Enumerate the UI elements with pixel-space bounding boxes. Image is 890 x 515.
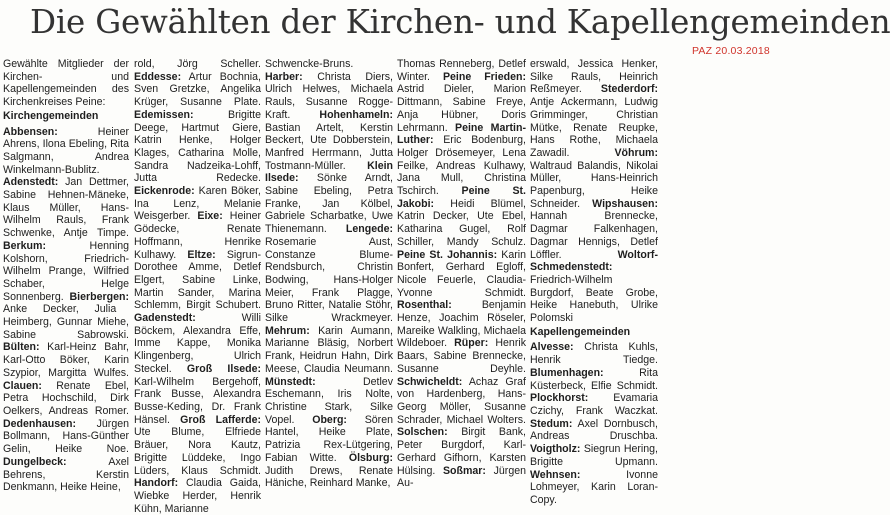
parish-name: Oberg:	[312, 413, 347, 426]
member-names: Friedrich-Wilhelm Burgdorf, Beate Grobe, Heike Hanebuth, Ulrike Polomski	[530, 273, 658, 325]
parish-name: Dungelbeck:	[3, 455, 67, 468]
parish-name: Clauen:	[3, 379, 42, 392]
member-names: Sönke Arndt, Sabine Ebeling, Petra Franke, Jan Kölbel, Gabriele Scharbatke, Uwe Thienemann.	[265, 172, 393, 236]
parish-name: Wehnsen:	[530, 468, 581, 481]
parish-name: Groß Ilsede:	[186, 362, 261, 375]
member-names: Axel Behrens, Kerstin Denkmann, Heike Heine,	[3, 455, 129, 494]
parish-name: Peine St. Jakobi:	[397, 185, 526, 210]
member-names: Karl-Wilhelm Bergehoff, Frank Busse, Alexandra Busse-Keding, Dr. Frank Hänsel.	[134, 375, 261, 426]
member-names: Detlev Eschemann, Iris Nolte, Christine Stark, Silke Vopel.	[265, 375, 393, 426]
parish-name: Woltorf-Schmedenstedt:	[530, 248, 658, 274]
text-paragraph	[397, 58, 526, 490]
member-names: Christa Diers, Ulrich Helwes, Michaela Rauls, Susanne Rogge-Kraft.	[265, 70, 393, 121]
parish-name: Lengede:	[345, 223, 393, 236]
member-names: Heidi Blümel, Katrin Decker, Ute Ebel, Katharina Gugel, Rolf Schiller, Mandy Schulz.	[397, 197, 526, 248]
body-text: rold, Jörg Scheller.	[134, 58, 261, 70]
text-paragraph	[530, 341, 658, 506]
parish-name: Bierbergen:	[69, 290, 129, 303]
text-column-4	[397, 58, 527, 490]
member-names: Henrik Baars, Sabine Brennecke, Susanne Deyhle.	[397, 337, 527, 375]
member-names: Karin Aumann, Marianne Bläsig, Norbert Frank, Heidrun Hahn, Dirk Meese, Claudia Neumann.	[265, 324, 393, 375]
parish-name: Eixe:	[197, 210, 223, 223]
member-names: Henning Kolshorn, Friedrich-Wilhelm Prange, Wilfried Schaber, Helge Sonnenberg.	[3, 239, 129, 303]
member-names: Benjamin Henze, Joachim Röseler, Mareike Walkling, Michaela Wildeboer.	[397, 299, 526, 350]
member-names: Siegrun Hering, Brigitte Upmann.	[530, 443, 658, 468]
parish-name: Dedenhausen:	[3, 417, 76, 430]
text-paragraph	[3, 58, 129, 109]
parish-name: Peine Frieden:	[442, 70, 526, 83]
parish-name: Peine St. Johannis:	[397, 248, 498, 261]
parish-name: Abbensen:	[3, 125, 58, 138]
member-names: Renate Ebel, Petra Hochschild, Dirk Oelkers, Andreas Romer.	[3, 379, 129, 417]
text-paragraph	[530, 58, 658, 325]
member-names: Jan Dettmer, Sabine Hehnen-Mäneke, Klaus Müller, Hans-Wilhelm Rauls, Frank Schwenke, Antje Timpe.	[3, 176, 129, 240]
member-names: Christa Kuhls, Henrik Tiedge.	[530, 341, 658, 367]
parish-name: Adenstedt:	[3, 176, 59, 189]
text-paragraph	[3, 126, 129, 494]
text-column-2	[134, 58, 262, 515]
parish-name: Schwicheldt:	[397, 375, 463, 388]
member-names: Astrid Dieler, Marion Dittmann, Sabine Freye, Anja Hübner, Doris Lehrmann.	[397, 83, 526, 134]
parish-name: Mehrum:	[265, 324, 310, 337]
member-names: Heiner Ahrens, Ilona Ebeling, Rita Salgmann, Andrea Winkelmann-Bublitz.	[3, 125, 129, 176]
section-heading: Kapellengemeinden	[530, 325, 631, 338]
parish-name: Ölsburg:	[348, 451, 393, 464]
member-names: Jürgen Au-	[397, 464, 526, 490]
member-names: Karl-Heinz Bahr, Karl-Otto Böker, Karin Szypior, Margitta Wulfes.	[3, 341, 129, 379]
parish-name: Hohenhameln:	[319, 108, 393, 121]
member-names: Axel Dornbusch, Andreas Druschba.	[530, 417, 658, 443]
parish-name: Plockhorst:	[530, 392, 589, 405]
parish-name: Blumenhagen:	[530, 366, 604, 379]
body-text: erswald, Jessica Henker, Silke Rauls, Heinrich Reßmeyer.	[530, 58, 658, 96]
parish-name: Vöhrum:	[614, 146, 658, 159]
parish-name: Wipshausen:	[592, 197, 658, 210]
text-paragraph	[134, 58, 261, 515]
parish-name: Alvesse:	[530, 341, 574, 354]
member-names: Evamaria Czichy, Frank Waczkat.	[530, 392, 658, 417]
member-names: Claudia Gaida, Wiebke Herder, Henrik Kühn, Marianne	[134, 477, 261, 515]
text-column-1	[3, 58, 129, 494]
parish-name: Stedum:	[530, 417, 573, 430]
parish-name: Groß Lafferde:	[180, 413, 261, 426]
section-heading: Kirchengemeinden	[3, 109, 99, 122]
parish-name: Eddesse:	[134, 70, 182, 83]
member-names: Anke Decker, Julia Heimberg, Gunnar Miehe, Sabine Sabrowski.	[3, 303, 129, 341]
parish-name: Klein Ilsede:	[265, 159, 393, 185]
parish-name: Harber:	[265, 70, 303, 83]
parish-name: Stederdorf:	[600, 83, 658, 96]
member-names: Judith Drews, Renate Häniche, Reinhard Manke,	[265, 464, 393, 490]
parish-name: Solschen:	[397, 426, 448, 439]
member-names: Jürgen Bollmann, Hans-Günther Gelin, Heike Noe.	[3, 417, 129, 456]
member-names: Ute Blume, Elfriede Bräuer, Nora Kautz, Brigitte Lüddeke, Ingo Lüders, Klaus Schmidt.	[134, 426, 261, 477]
body-text: Thomas Renneberg, Detlef Winter.	[397, 58, 526, 83]
member-names: Karen Böker, Ina Lenz, Melanie Weisgerber.	[134, 185, 261, 223]
text-paragraph	[265, 58, 393, 490]
member-names: Hannah Brennecke, Dagmar Falkenhagen, Dagmar Hennigs, Detlef Löffler.	[530, 210, 658, 261]
member-names: Rosemarie Aust, Constanze Blume-Rendsburch, Christin Bodwing, Hans-Holger Meier, Frank Plagge, Bruno Ritter, Natalie Stöhr, Silke Wrackmeyer.	[265, 235, 393, 325]
member-names: Artur Bochnia, Sven Gretzke, Angelika Krüger, Susanne Plate.	[134, 70, 261, 109]
member-names: Eric Bodenburg, Holger Drösemeyer, Lena Feilke, Andreas Kulhawy, Jana Mull, Christina Tschirch.	[397, 134, 526, 198]
member-names: Achaz Graf von Hardenberg, Hans-Georg Möller, Susanne Schrader, Michael Wolters.	[397, 375, 526, 426]
parish-name: Eltze:	[187, 248, 216, 261]
parish-name: Soßmar:	[442, 464, 486, 477]
date-stamp: PAZ 20.03.2018	[692, 45, 770, 57]
parish-name: Eickenrode:	[134, 185, 195, 198]
parish-name: Edemissen:	[134, 108, 194, 121]
member-names: Willi Böckem, Alexandra Effe, Imme Kappe, Monika Klingenberg, Ulrich Steckel.	[134, 312, 261, 375]
member-names: Ivonne Lohmeyer, Karin Loran-Copy.	[530, 468, 658, 506]
parish-name: Gadenstedt:	[134, 312, 196, 325]
member-names: Rita Küsterbeck, Elfie Schmidt.	[530, 366, 658, 392]
text-column-5	[530, 58, 658, 506]
member-names: Heiner Gödecke, Renate Hoffmann, Henrike Kulhawy.	[134, 210, 262, 261]
parish-name: Handorf:	[134, 477, 179, 490]
parish-name: Berkum:	[3, 239, 46, 252]
parish-name: Münstedt:	[265, 375, 316, 388]
parish-name: Bülten:	[3, 341, 40, 354]
member-names: Sigrun-Dorothee Amme, Detlef Elgert, Sabine Linke, Martin Sander, Marina Schlemm, Birgit Schubert.	[134, 248, 261, 312]
parish-name: Peine Martin-Luther:	[397, 121, 526, 147]
headline: Die Gewählten der Kirchen- und Kapellengemeinden	[30, 3, 890, 41]
body-text: Schwencke-Bruns.	[265, 58, 354, 70]
text-column-3	[265, 58, 393, 490]
parish-name: Rüper:	[454, 337, 489, 350]
member-names: Bastian Artelt, Kerstin Beckert, Ute Dobberstein, Manfred Herrmann, Jutta Tostmann-Müller.	[265, 121, 393, 172]
parish-name: Voigtholz:	[530, 443, 581, 456]
member-names: Sören Hantel, Heike Plate, Patrizia Rex-Lütgering, Fabian Witte.	[265, 413, 393, 464]
member-names: Birgit Bank, Peter Burgdorf, Karl-Gerhard Gifhorn, Karsten Hülsing.	[397, 426, 526, 477]
parish-name: Rosenthal:	[397, 299, 452, 312]
member-names: Karin Bonfert, Gerhard Egloff, Nicole Feuerle, Claudia-Yvonne Schmidt.	[397, 248, 526, 299]
member-names: Antje Ackermann, Ludwig Grimminger, Christian Mütke, Renate Reupke, Hans Rothe, Michaela Zawadil.	[530, 96, 658, 159]
body-text: Gewählte Mitglieder der Kirchen- und Kapellengemeinden des Kirchenkreises Peine:	[3, 58, 129, 109]
member-names: Waltraud Balandis, Nikolai Müller, Hans-Heinrich Papenburg, Heike Schneider.	[530, 159, 658, 210]
member-names: Brigitte Deege, Hartmut Giere, Katrin Henke, Holger Klages, Catharina Molle, Sandra Nadzeika-Lohff, Jutta Redecke.	[134, 108, 261, 185]
